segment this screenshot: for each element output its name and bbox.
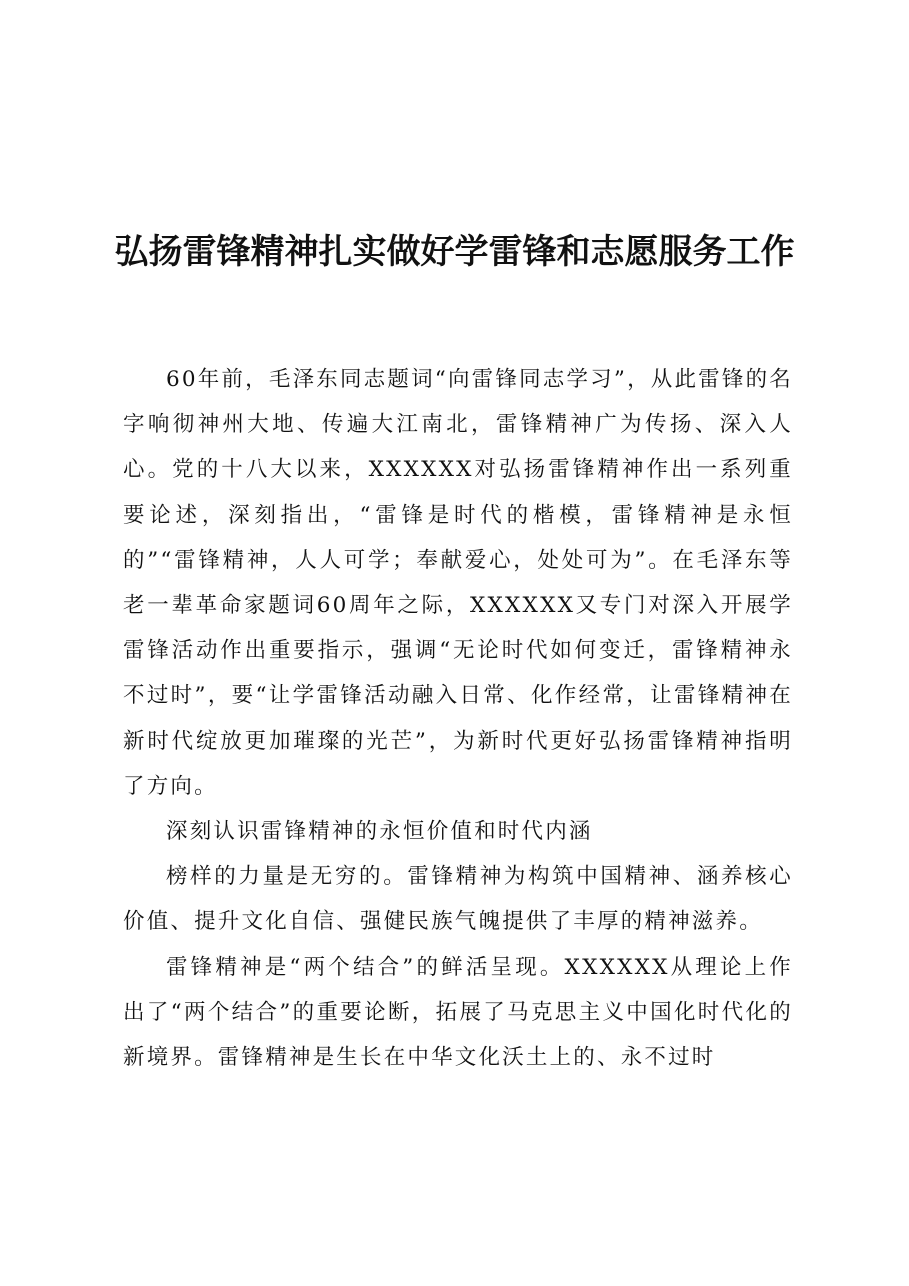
paragraph-two-combinations: 雷锋精神是“两个结合”的鲜活呈现。XXXXXX从理论上作出了“两个结合”的重要论断，拓展了马克思主义中国化时代化的新境界。雷锋精神是生长在中华文化沃土上的、永不过时 (123, 954, 793, 1071)
paragraph-intro: 60年前，毛泽东同志题词“向雷锋同志学习”，从此雷锋的名字响彻神州大地、传遍大江南北，雷锋精神广为传扬、深入人心。党的十八大以来，XXXXXX对弘扬雷锋精神作出一系列重要论述，深刻指出，“雷锋是时代的楷模，雷锋精神是永恒的”“雷锋精神，人人可学；奉献爱心，处处可为”。在毛泽东等老一辈革命家题词60周年之际，XXXXXX又专门对深入开展学雷锋活动作出重要指示，强调“无论时代如何变迁，雷锋精神永不过时”，要“让学雷锋活动融入日常、化作经常，让雷锋精神在新时代绽放更加璀璨的光芒”，为新时代更好弘扬雷锋精神指明了方向。 (123, 367, 793, 799)
document-title: 弘扬雷锋精神扎实做好学雷锋和志愿服务工作 (114, 232, 795, 272)
section-heading: 深刻认识雷锋精神的永恒价值和时代内涵 (166, 819, 593, 845)
paragraph-role-model: 榜样的力量是无穷的。雷锋精神为构筑中国精神、涵养核心价值、提升文化自信、强健民族气魄提供了丰厚的精神滋养。 (123, 864, 793, 935)
document-body (123, 357, 793, 1080)
